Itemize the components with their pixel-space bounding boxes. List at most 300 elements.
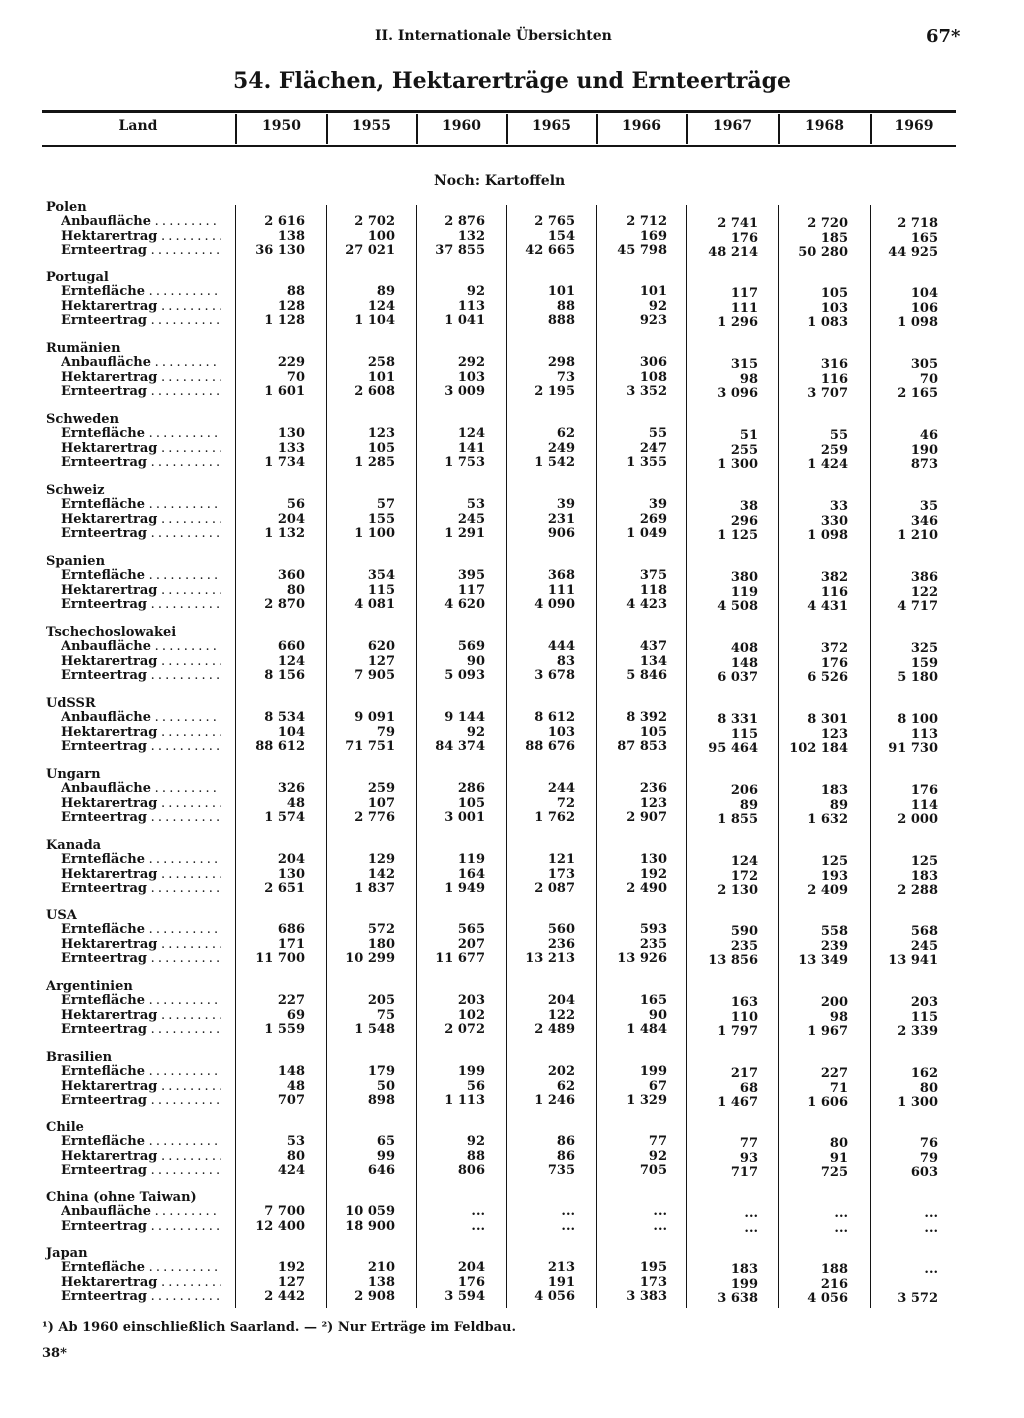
table-cell: 11 700 xyxy=(255,950,305,966)
table-cell: 13 926 xyxy=(617,950,667,966)
table-cell: 7 905 xyxy=(354,667,395,683)
year-header: 1967 xyxy=(713,118,752,134)
table-cell: 2 876 xyxy=(444,214,485,230)
table-cell: 3 009 xyxy=(444,383,485,399)
table-cell: 129 xyxy=(367,852,395,868)
table-cell: 204 xyxy=(457,1260,485,1276)
table-cell: 2 339 xyxy=(897,1023,938,1039)
measure-label: Ernteertrag . . . xyxy=(61,1219,221,1234)
table-cell: 3 001 xyxy=(444,809,485,825)
table-cell: 117 xyxy=(730,286,758,302)
table-cell: 1 762 xyxy=(534,809,575,825)
table-cell: 375 xyxy=(639,568,667,584)
table-cell: 185 xyxy=(820,230,848,246)
table-cell: 35 xyxy=(919,499,938,515)
table-cell: 88 xyxy=(466,1148,485,1164)
table-cell: 326 xyxy=(277,781,305,797)
table-cell: 1 128 xyxy=(264,312,305,328)
table-cell: 3 352 xyxy=(626,383,667,399)
measure-label: Hektarertrag . . . xyxy=(61,512,221,527)
measure-label: Ernteertrag . . . xyxy=(61,597,221,612)
table-cell: 368 xyxy=(547,568,575,584)
table-cell: 125 xyxy=(910,854,938,870)
table-cell: 1 574 xyxy=(264,809,305,825)
table-cell: 89 xyxy=(829,797,848,813)
table-cell: ... xyxy=(834,1206,848,1222)
header-column-separator xyxy=(506,114,508,144)
table-cell: 2 718 xyxy=(897,216,938,232)
table-cell: 686 xyxy=(277,922,305,938)
table-cell: 207 xyxy=(457,936,485,952)
table-cell: 199 xyxy=(639,1064,667,1080)
table-cell: 89 xyxy=(739,797,758,813)
table-cell: 1 967 xyxy=(807,1023,848,1039)
table-cell: 80 xyxy=(286,1148,305,1164)
table-cell: ... xyxy=(744,1220,758,1236)
table-cell: 13 349 xyxy=(798,952,848,968)
table-cell: 227 xyxy=(820,1066,848,1082)
table-cell: 569 xyxy=(457,639,485,655)
table-cell: 235 xyxy=(639,936,667,952)
table-cell: 51 xyxy=(739,428,758,444)
table-cell: 111 xyxy=(730,300,758,316)
table-cell: 346 xyxy=(910,513,938,529)
table-cell: 888 xyxy=(547,312,575,328)
header-column-separator xyxy=(778,114,780,144)
table-cell: 231 xyxy=(547,511,575,527)
measure-label: Anbaufläche . . . xyxy=(61,781,221,796)
table-cell: 62 xyxy=(556,426,575,442)
table-cell: 76 xyxy=(919,1136,938,1152)
table-cell: 3 096 xyxy=(717,385,758,401)
measure-label: Hektarertrag . . . xyxy=(61,229,221,244)
table-cell: 108 xyxy=(639,369,667,385)
table-cell: 2 651 xyxy=(264,880,305,896)
measure-label: Erntefläche . . . xyxy=(61,1260,221,1275)
table-cell: 124 xyxy=(457,426,485,442)
column-separator xyxy=(235,205,236,1308)
table-cell: 53 xyxy=(466,497,485,513)
table-cell: 13 941 xyxy=(888,952,938,968)
table-cell: 13 213 xyxy=(525,950,575,966)
table-cell: 37 855 xyxy=(435,242,485,258)
country-name: Rumänien xyxy=(46,341,121,356)
table-cell: 142 xyxy=(367,866,395,882)
table-cell: 255 xyxy=(730,442,758,458)
table-cell: 1 246 xyxy=(534,1092,575,1108)
table-cell: 204 xyxy=(277,511,305,527)
table-cell: 1 559 xyxy=(264,1021,305,1037)
table-cell: 99 xyxy=(376,1148,395,1164)
table-cell: 130 xyxy=(277,866,305,882)
measure-label: Ernteertrag . . . xyxy=(61,810,221,825)
table-cell: 124 xyxy=(277,653,305,669)
table-cell: 1 542 xyxy=(534,454,575,470)
table-cell: 259 xyxy=(820,442,848,458)
table-cell: 98 xyxy=(739,371,758,387)
table-cell: 104 xyxy=(277,724,305,740)
table-cell: 898 xyxy=(367,1092,395,1108)
table-cell: 444 xyxy=(547,639,575,655)
measure-label: Erntefläche . . . xyxy=(61,284,221,299)
year-header: 1969 xyxy=(894,118,934,134)
table-cell: 806 xyxy=(457,1162,485,1178)
table-cell: 3 638 xyxy=(717,1290,758,1306)
table-cell: 1 949 xyxy=(444,880,485,896)
country-name: Tschechoslowakei xyxy=(46,625,177,640)
table-cell: 560 xyxy=(547,922,575,938)
table-cell: 8 612 xyxy=(534,710,575,726)
measure-label: Hektarertrag . . . xyxy=(61,867,221,882)
table-cell: 183 xyxy=(910,868,938,884)
table-cell: 1 797 xyxy=(717,1023,758,1039)
table-cell: 105 xyxy=(639,724,667,740)
measure-label: Hektarertrag . . . xyxy=(61,441,221,456)
column-header-land: Land xyxy=(118,118,158,134)
table-cell: 1 837 xyxy=(354,880,395,896)
table-cell: 141 xyxy=(457,440,485,456)
table-cell: 101 xyxy=(547,284,575,300)
table-cell: 205 xyxy=(367,993,395,1009)
table-cell: 424 xyxy=(277,1162,305,1178)
table-cell: 148 xyxy=(730,655,758,671)
table-cell: 216 xyxy=(820,1276,848,1292)
table-cell: 2 288 xyxy=(897,882,938,898)
country-name: Portugal xyxy=(46,270,109,285)
table-cell: 11 677 xyxy=(435,950,485,966)
table-cell: 2 442 xyxy=(264,1288,305,1304)
table-cell: 3 707 xyxy=(807,385,848,401)
table-cell: 18 900 xyxy=(345,1218,395,1234)
measure-label: Anbaufläche . . . xyxy=(61,639,221,654)
table-cell: 48 214 xyxy=(708,244,758,260)
table-cell: 5 093 xyxy=(444,667,485,683)
table-cell: ... xyxy=(561,1204,575,1220)
measure-label: Ernteertrag . . . xyxy=(61,384,221,399)
table-cell: ... xyxy=(561,1218,575,1234)
table-cell: 8 534 xyxy=(264,710,305,726)
table-cell: 258 xyxy=(367,355,395,371)
column-separator xyxy=(506,205,507,1308)
table-cell: 236 xyxy=(639,781,667,797)
table-cell: ... xyxy=(471,1204,485,1220)
table-cell: 176 xyxy=(820,655,848,671)
table-cell: 6 526 xyxy=(807,669,848,685)
table-cell: 89 xyxy=(376,284,395,300)
table-cell: 306 xyxy=(639,355,667,371)
table-cell: 103 xyxy=(547,724,575,740)
table-cell: ... xyxy=(924,1220,938,1236)
table-cell: 593 xyxy=(639,922,667,938)
table-cell: 2 712 xyxy=(626,214,667,230)
table-cell: 3 572 xyxy=(897,1290,938,1306)
table-cell: 172 xyxy=(730,868,758,884)
table-cell: 244 xyxy=(547,781,575,797)
table-cell: 1 041 xyxy=(444,312,485,328)
table-cell: 286 xyxy=(457,781,485,797)
header-column-separator xyxy=(326,114,328,144)
table-cell: 123 xyxy=(820,726,848,742)
table-cell: 200 xyxy=(820,995,848,1011)
table-cell: 100 xyxy=(367,228,395,244)
table-cell: 1 083 xyxy=(807,314,848,330)
table-cell: 269 xyxy=(639,511,667,527)
table-cell: 80 xyxy=(919,1080,938,1096)
country-name: Japan xyxy=(46,1246,88,1261)
table-cell: 45 798 xyxy=(617,242,667,258)
measure-label: Anbaufläche . . . xyxy=(61,355,221,370)
table-cell: 206 xyxy=(730,783,758,799)
year-header: 1955 xyxy=(352,118,391,134)
table-cell: 91 xyxy=(829,1150,848,1166)
table-cell: 176 xyxy=(910,783,938,799)
measure-label: Erntefläche . . . xyxy=(61,852,221,867)
table-cell: 2 702 xyxy=(354,214,395,230)
table-cell: 3 383 xyxy=(626,1288,667,1304)
measure-label: Ernteertrag . . . xyxy=(61,1163,221,1178)
table-cell: 4 431 xyxy=(807,598,848,614)
table-cell: 330 xyxy=(820,513,848,529)
measure-label: Ernteertrag . . . xyxy=(61,1093,221,1108)
table-cell: 103 xyxy=(820,300,848,316)
table-cell: 92 xyxy=(466,284,485,300)
column-separator xyxy=(326,205,327,1308)
column-separator xyxy=(596,205,597,1308)
table-cell: 199 xyxy=(730,1276,758,1292)
table-cell: 106 xyxy=(910,300,938,316)
table-cell: 65 xyxy=(376,1134,395,1150)
measure-label: Hektarertrag . . . xyxy=(61,1008,221,1023)
table-cell: 104 xyxy=(910,286,938,302)
table-cell: 568 xyxy=(910,924,938,940)
table-cell: 98 xyxy=(829,1009,848,1025)
table-cell: 117 xyxy=(457,582,485,598)
measure-label: Hektarertrag . . . xyxy=(61,1149,221,1164)
country-name: Schweiz xyxy=(46,483,105,498)
table-cell: 227 xyxy=(277,993,305,1009)
table-cell: 73 xyxy=(556,369,575,385)
table-cell: 705 xyxy=(639,1162,667,1178)
measure-label: Ernteertrag . . . xyxy=(61,951,221,966)
table-cell: 119 xyxy=(457,852,485,868)
table-cell: 102 184 xyxy=(789,740,848,756)
table-cell: 165 xyxy=(639,993,667,1009)
table-cell: 111 xyxy=(547,582,575,598)
table-cell: 127 xyxy=(367,653,395,669)
table-cell: 245 xyxy=(910,938,938,954)
measure-label: Erntefläche . . . xyxy=(61,993,221,1008)
measure-label: Hektarertrag . . . xyxy=(61,583,221,598)
table-cell: 124 xyxy=(730,854,758,870)
table-cell: 210 xyxy=(367,1260,395,1276)
measure-label: Ernteertrag . . . xyxy=(61,1022,221,1037)
table-cell: 5 846 xyxy=(626,667,667,683)
table-cell: 162 xyxy=(910,1066,938,1082)
table-cell: 1 355 xyxy=(626,454,667,470)
table-cell: 2 087 xyxy=(534,880,575,896)
table-cell: 2 165 xyxy=(897,385,938,401)
table-cell: 1 300 xyxy=(717,456,758,472)
table-cell: 7 700 xyxy=(264,1204,305,1220)
table-cell: 191 xyxy=(547,1274,575,1290)
table-cell: 1 285 xyxy=(354,454,395,470)
table-cell: 125 xyxy=(820,854,848,870)
table-cell: 2 776 xyxy=(354,809,395,825)
table-cell: 203 xyxy=(457,993,485,1009)
table-cell: 173 xyxy=(547,866,575,882)
table-cell: ... xyxy=(653,1204,667,1220)
table-cell: 1 104 xyxy=(354,312,395,328)
table-cell: 105 xyxy=(820,286,848,302)
table-cell: 213 xyxy=(547,1260,575,1276)
table-cell: 247 xyxy=(639,440,667,456)
measure-label: Erntefläche . . . xyxy=(61,1064,221,1079)
table-cell: 190 xyxy=(910,442,938,458)
table-cell: 203 xyxy=(910,995,938,1011)
table-cell: 88 612 xyxy=(255,738,305,754)
table-header-rule xyxy=(42,145,956,147)
table-cell: 316 xyxy=(820,357,848,373)
table-cell: 395 xyxy=(457,568,485,584)
table-cell: 67 xyxy=(648,1078,667,1094)
table-cell: 245 xyxy=(457,511,485,527)
table-cell: 572 xyxy=(367,922,395,938)
table-cell: 1 467 xyxy=(717,1094,758,1110)
table-cell: 5 180 xyxy=(897,669,938,685)
table-cell: 169 xyxy=(639,228,667,244)
measure-label: Ernteertrag . . . xyxy=(61,881,221,896)
table-cell: 69 xyxy=(286,1007,305,1023)
table-cell: 92 xyxy=(648,1148,667,1164)
sheet-number: 38* xyxy=(42,1346,67,1361)
table-cell: 113 xyxy=(457,298,485,314)
table-cell: 2 195 xyxy=(534,383,575,399)
table-cell: 105 xyxy=(457,795,485,811)
table-cell: 132 xyxy=(457,228,485,244)
country-name: China (ohne Taiwan) xyxy=(46,1190,197,1205)
table-cell: 80 xyxy=(286,582,305,598)
table-cell: 115 xyxy=(910,1009,938,1025)
table-cell: 1 632 xyxy=(807,811,848,827)
table-cell: 2 616 xyxy=(264,214,305,230)
table-cell: 1 601 xyxy=(264,383,305,399)
table-cell: 202 xyxy=(547,1064,575,1080)
page-number: 67* xyxy=(926,26,961,47)
table-cell: 84 374 xyxy=(435,738,485,754)
column-separator xyxy=(870,205,871,1308)
table-cell: 12 400 xyxy=(255,1218,305,1234)
table-cell: 192 xyxy=(277,1260,305,1276)
table-cell: 92 xyxy=(466,1134,485,1150)
table-cell: 249 xyxy=(547,440,575,456)
table-cell: 1 291 xyxy=(444,525,485,541)
table-cell: 725 xyxy=(820,1164,848,1180)
table-cell: 164 xyxy=(457,866,485,882)
table-cell: 38 xyxy=(739,499,758,515)
table-cell: 1 606 xyxy=(807,1094,848,1110)
country-name: Polen xyxy=(46,200,87,215)
table-cell: 36 130 xyxy=(255,242,305,258)
table-cell: 204 xyxy=(277,852,305,868)
country-name: Brasilien xyxy=(46,1050,113,1065)
table-cell: 2 489 xyxy=(534,1021,575,1037)
table-cell: 179 xyxy=(367,1064,395,1080)
table-cell: 180 xyxy=(367,936,395,952)
table-cell: 122 xyxy=(910,584,938,600)
table-cell: 590 xyxy=(730,924,758,940)
country-name: Chile xyxy=(46,1120,84,1135)
table-cell: 92 xyxy=(648,298,667,314)
table-cell: 83 xyxy=(556,653,575,669)
table-cell: 138 xyxy=(367,1274,395,1290)
table-cell: 354 xyxy=(367,568,395,584)
table-cell: 39 xyxy=(556,497,575,513)
table-cell: 105 xyxy=(367,440,395,456)
table-cell: 110 xyxy=(730,1009,758,1025)
table-cell: 2 072 xyxy=(444,1021,485,1037)
table-cell: 50 280 xyxy=(798,244,848,260)
table-cell: 1 113 xyxy=(444,1092,485,1108)
footnote: ¹) Ab 1960 einschließlich Saarland. — ²) Nur Erträge im Feldbau. xyxy=(42,1320,517,1335)
table-cell: 95 464 xyxy=(708,740,758,756)
table-cell: 217 xyxy=(730,1066,758,1082)
measure-label: Anbaufläche . . . xyxy=(61,710,221,725)
table-cell: 9 144 xyxy=(444,710,485,726)
country-name: Schweden xyxy=(46,412,120,427)
year-header: 1960 xyxy=(442,118,481,134)
table-cell: 148 xyxy=(277,1064,305,1080)
table-cell: 2 000 xyxy=(897,811,938,827)
table-cell: 660 xyxy=(277,639,305,655)
table-cell: 75 xyxy=(376,1007,395,1023)
measure-label: Hektarertrag . . . xyxy=(61,654,221,669)
table-cell: 4 081 xyxy=(354,596,395,612)
table-cell: 2 870 xyxy=(264,596,305,612)
table-cell: 360 xyxy=(277,568,305,584)
table-cell: 2 490 xyxy=(626,880,667,896)
country-name: Kanada xyxy=(46,838,102,853)
table-cell: 10 059 xyxy=(345,1204,395,1220)
column-separator xyxy=(686,205,687,1308)
table-cell: 1 329 xyxy=(626,1092,667,1108)
table-cell: 92 xyxy=(466,724,485,740)
table-cell: 159 xyxy=(910,655,938,671)
table-cell: 2 765 xyxy=(534,214,575,230)
table-cell: 2 409 xyxy=(807,882,848,898)
table-cell: 8 100 xyxy=(897,712,938,728)
header-column-separator xyxy=(870,114,872,144)
table-cell: 2 720 xyxy=(807,216,848,232)
table-cell: 79 xyxy=(919,1150,938,1166)
table-cell: 9 091 xyxy=(354,710,395,726)
table-cell: 163 xyxy=(730,995,758,1011)
table-cell: 204 xyxy=(547,993,575,1009)
table-subtitle: Noch: Kartoffeln xyxy=(434,173,566,189)
header-column-separator xyxy=(235,114,237,144)
table-cell: 193 xyxy=(820,868,848,884)
table-cell: 134 xyxy=(639,653,667,669)
measure-label: Ernteertrag . . . xyxy=(61,1289,221,1304)
measure-label: Ernteertrag . . . xyxy=(61,313,221,328)
table-cell: 437 xyxy=(639,639,667,655)
table-cell: 646 xyxy=(367,1162,395,1178)
table-cell: 4 056 xyxy=(534,1288,575,1304)
table-cell: 4 090 xyxy=(534,596,575,612)
table-cell: 71 751 xyxy=(345,738,395,754)
table-cell: 115 xyxy=(367,582,395,598)
table-cell: 53 xyxy=(286,1134,305,1150)
table-cell: 48 xyxy=(286,1078,305,1094)
